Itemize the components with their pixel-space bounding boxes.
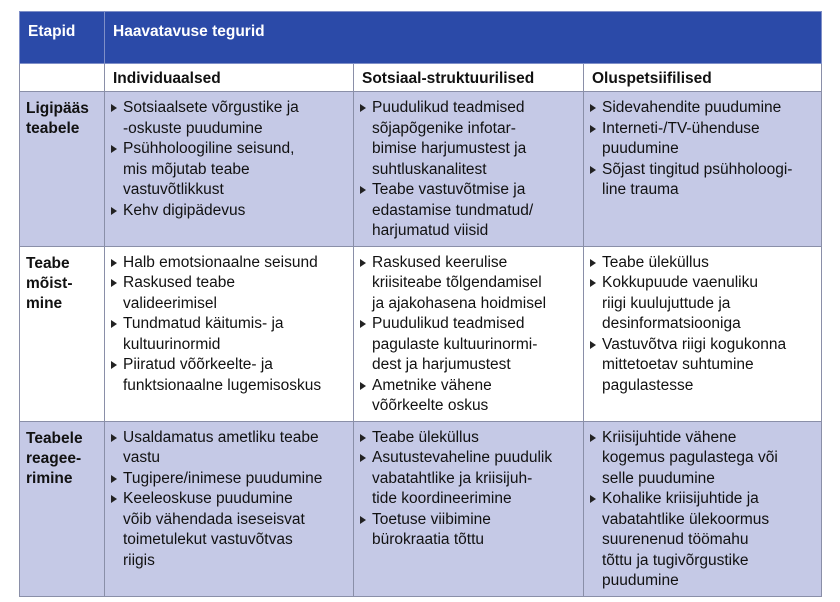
factor-list: [360, 428, 579, 551]
factor-list: [590, 98, 817, 201]
stage-label-line: reagee-: [26, 449, 82, 467]
list-item: Kriisijuhtide vähene kogemus pagulastega või selle puudumine: [590, 428, 817, 490]
column-individual: Individuaalsed: [105, 64, 354, 92]
stage-label-line: mõist-: [26, 274, 73, 292]
list-item: Sõjast tingitud psühholoogi- line trauma: [590, 160, 817, 201]
factor-list: [111, 98, 349, 221]
header-stage: Etapid: [20, 12, 105, 64]
table-row: [20, 421, 822, 596]
factor-cell: [584, 246, 822, 421]
stage-label-line: mine: [26, 294, 63, 312]
column-socio-structural: Sotsiaal-struktuurilised: [354, 64, 584, 92]
stage-label-line: Teabe: [26, 254, 70, 272]
factor-list: [360, 253, 579, 417]
subheader-blank: [20, 64, 105, 92]
list-item: Puudulikud teadmised sõjapõgenike infotar- bimise harjumustest ja suhtluskanalitest: [360, 98, 579, 180]
list-item: Usaldamatus ametliku teabe vastu: [111, 428, 349, 469]
list-item: Raskused keerulise kriisiteabe tõlgendamisel ja ajakohasena hoidmisel: [360, 253, 579, 315]
factor-list: [360, 98, 579, 242]
list-item: Keeleoskuse puudumine võib vähendada iseseisvat toimetulekut vastuvõtvas riigis: [111, 489, 349, 571]
list-item: Teabe üleküllus: [360, 428, 579, 449]
factor-cell: [584, 421, 822, 596]
stage-label-line: Ligipääs: [26, 100, 89, 117]
list-item: Sidevahendite puudumine: [590, 98, 817, 119]
list-item: Kehv digipädevus: [111, 201, 349, 222]
list-item: Psühholoogiline seisund, mis mõjutab teabe vastuvõtlikkust: [111, 139, 349, 201]
stage-label: [20, 246, 105, 421]
column-context-specific: Oluspetsiifilised: [584, 64, 822, 92]
factor-cell: [105, 421, 354, 596]
list-item: Interneti-/TV-ühenduse puudumine: [590, 119, 817, 160]
list-item: Teabe üleküllus: [590, 253, 817, 274]
list-item: Halb emotsionaalne seisund: [111, 253, 349, 274]
stage-label-line: Teabele: [26, 429, 83, 447]
stage-label: [20, 421, 105, 596]
list-item: Teabe vastuvõtmise ja edastamise tundmatud/ harjumatud viisid: [360, 180, 579, 242]
list-item: Tundmatud käitumis- ja kultuurinormid: [111, 314, 349, 355]
stage-label-line: rimine: [26, 469, 73, 487]
stage-label: [20, 92, 105, 247]
header-row: [20, 12, 822, 64]
header-factors: Haavatavuse tegurid: [105, 12, 822, 64]
table-row: [20, 92, 822, 247]
list-item: Piiratud võõrkeelte- ja funktsionaalne lugemisoskus: [111, 355, 349, 396]
subheader-row: [20, 64, 822, 92]
factor-list: [111, 253, 349, 397]
factor-cell: [354, 92, 584, 247]
list-item: Puudulikud teadmised pagulaste kultuurinormi- dest ja harjumustest: [360, 314, 579, 376]
factor-list: [590, 428, 817, 592]
stage-label-line: teabele: [26, 120, 80, 137]
list-item: Asutustevaheline puudulik vabatahtlike ja kriisijuh- tide koordineerimine: [360, 448, 579, 510]
list-item: Kohalike kriisijuhtide ja vabatahtlike ülekoormus suurenenud töömahu tõttu ja tugivõrgustike puudumine: [590, 489, 817, 592]
list-item: Sotsiaalsete võrgustike ja -oskuste puudumine: [111, 98, 349, 139]
factor-cell: [354, 246, 584, 421]
factor-list: [590, 253, 817, 397]
list-item: Raskused teabe valideerimisel: [111, 273, 349, 314]
vulnerability-table: [19, 11, 822, 597]
factor-cell: [105, 246, 354, 421]
factor-cell: [354, 421, 584, 596]
list-item: Tugipere/inimese puudumine: [111, 469, 349, 490]
list-item: Kokkupuude vaenuliku riigi kuulujuttude ja desinformatsiooniga: [590, 273, 817, 335]
list-item: Toetuse viibimine bürokraatia tõttu: [360, 510, 579, 551]
factor-cell: [584, 92, 822, 247]
table-row: [20, 246, 822, 421]
factor-cell: [105, 92, 354, 247]
factor-list: [111, 428, 349, 572]
list-item: Ametnike vähene võõrkeelte oskus: [360, 376, 579, 417]
list-item: Vastuvõtva riigi kogukonna mittetoetav suhtumine pagulastesse: [590, 335, 817, 397]
